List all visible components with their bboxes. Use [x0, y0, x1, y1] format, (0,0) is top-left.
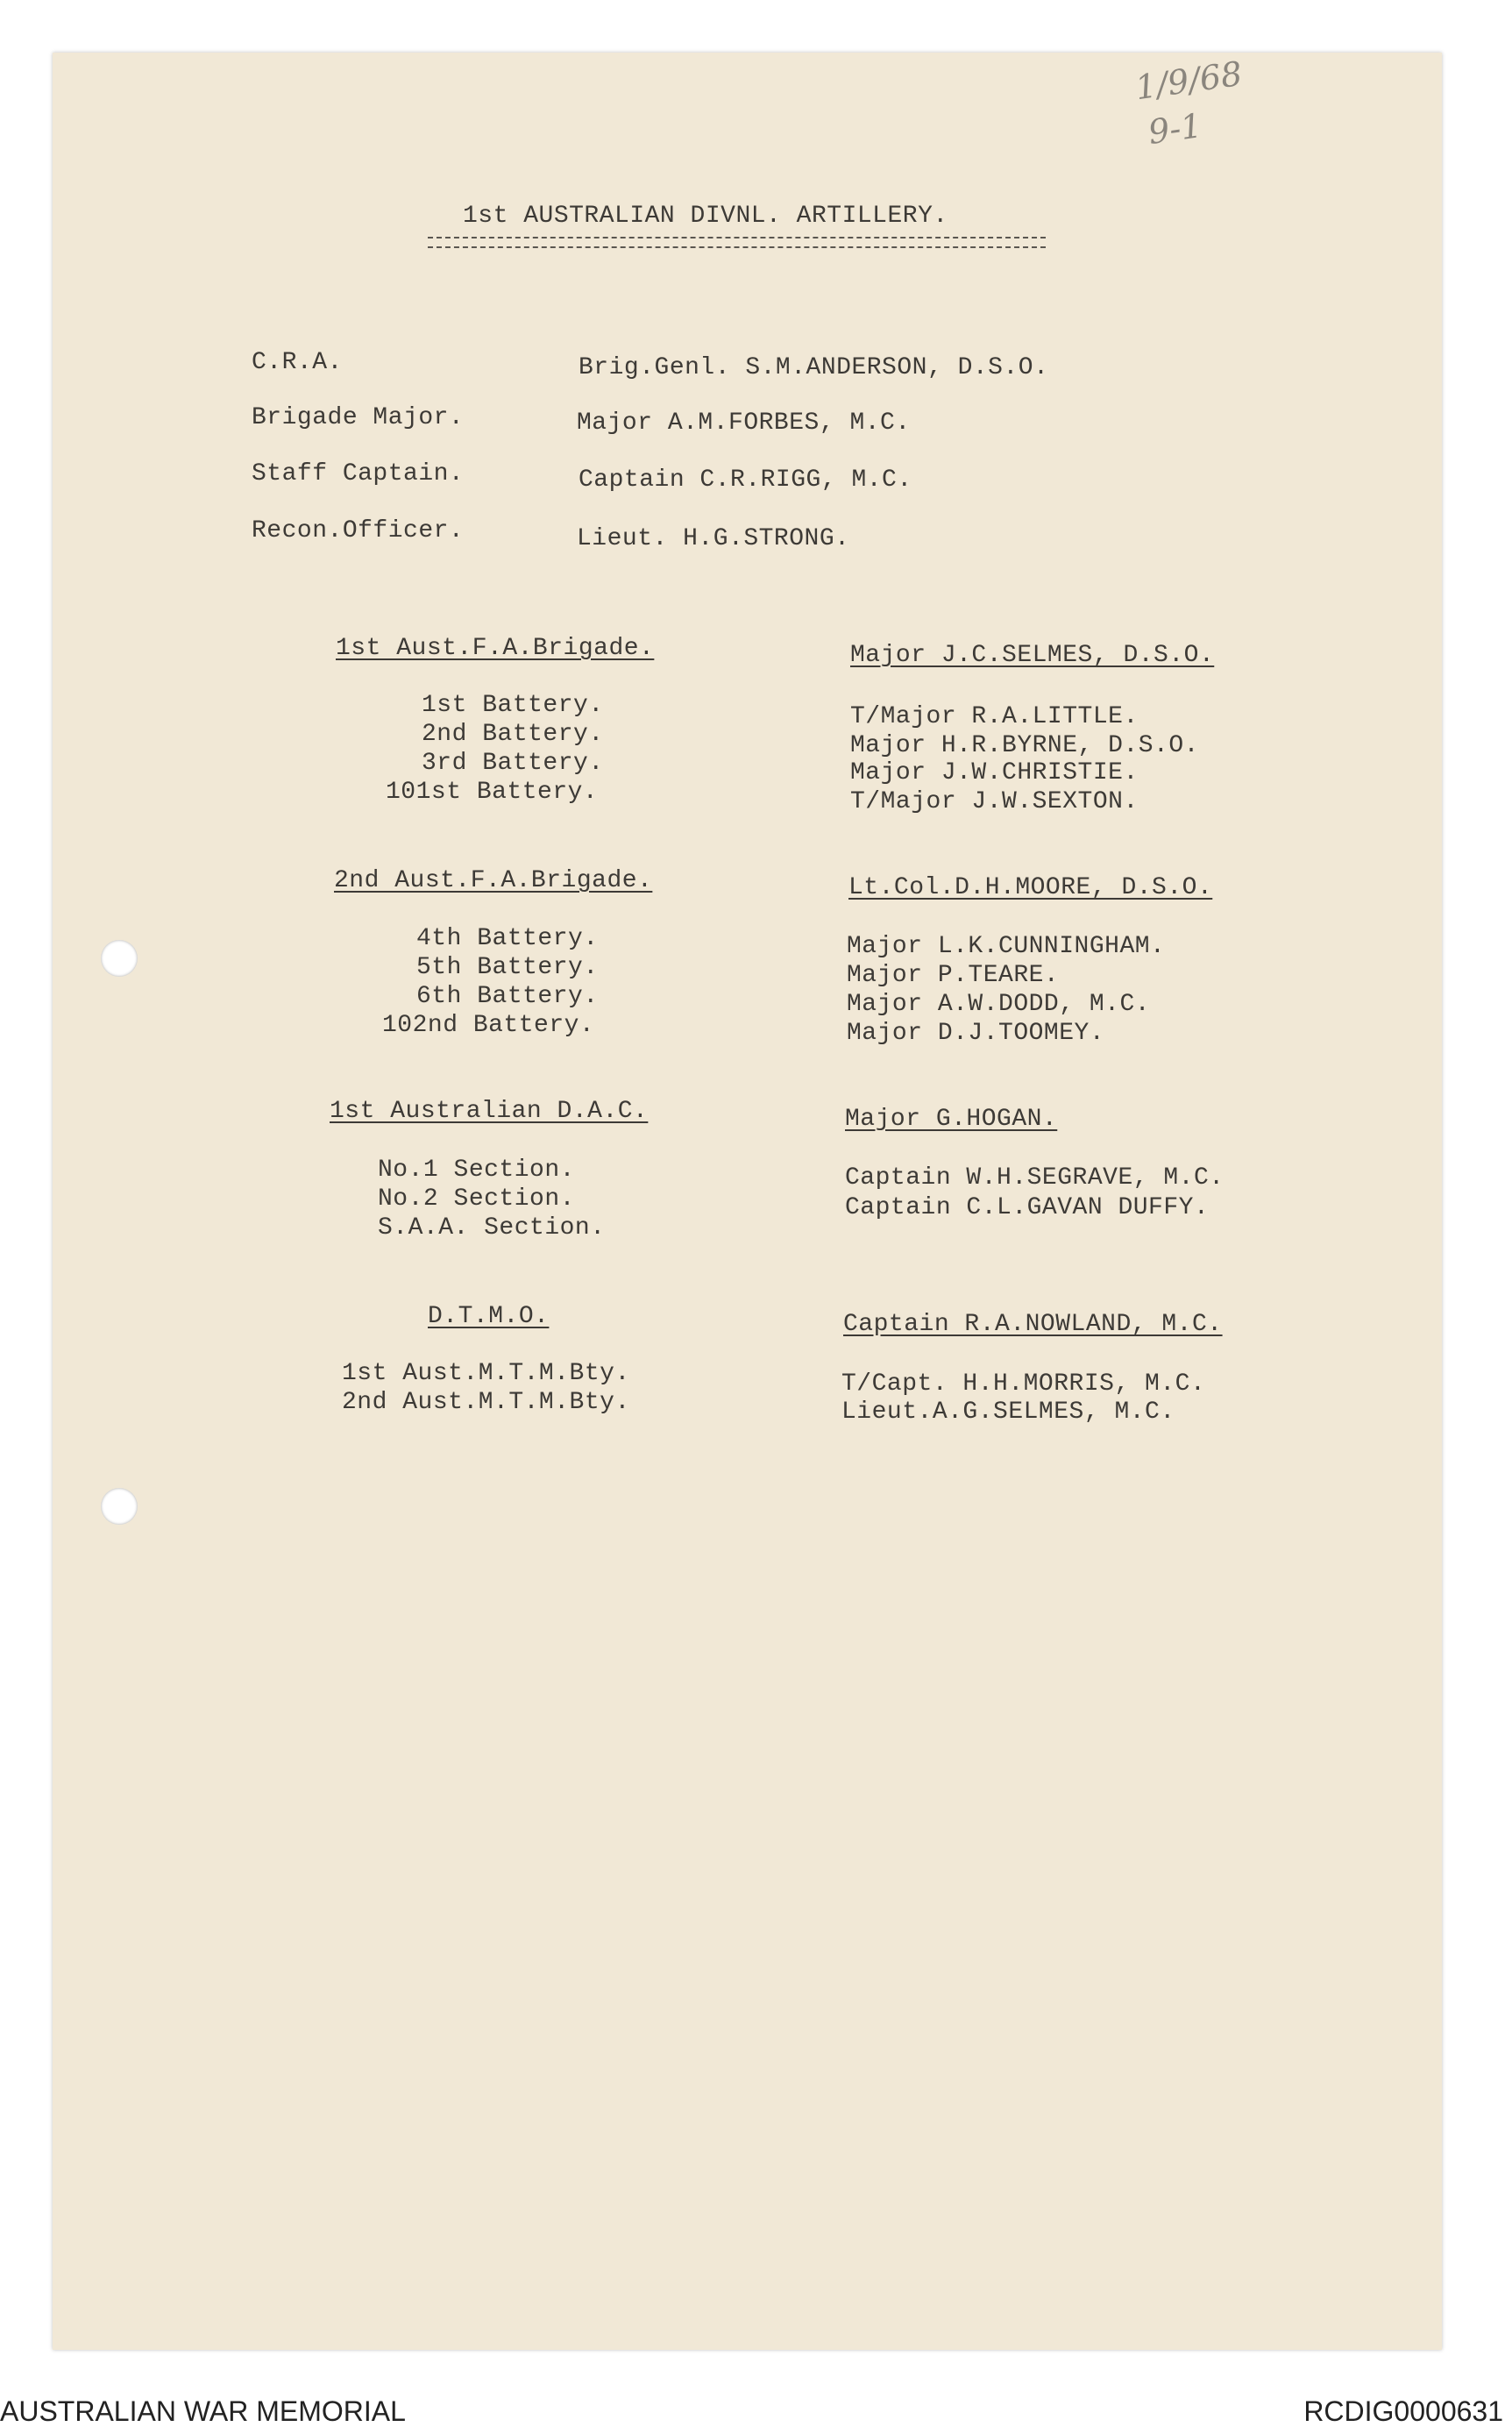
unit-heading: 2nd Aust.F.A.Brigade.: [334, 867, 653, 894]
staff-name: Lieut. H.G.STRONG.: [577, 525, 850, 552]
subunit: 4th Battery.: [416, 925, 599, 952]
unit-commander: Lt.Col.D.H.MOORE, D.S.O.: [848, 874, 1213, 901]
subunit: 2nd Battery.: [422, 721, 604, 748]
subunit: 3rd Battery.: [422, 750, 604, 777]
subunit: 102nd Battery.: [382, 1012, 595, 1039]
subunit: 1st Aust.M.T.M.Bty.: [342, 1360, 630, 1387]
unit-commander: Major G.HOGAN.: [845, 1106, 1058, 1133]
title-double-rule: [428, 237, 1046, 248]
officer: T/Capt. H.H.MORRIS, M.C.: [841, 1370, 1206, 1398]
officer: Major P.TEARE.: [847, 962, 1060, 989]
officer: Major D.J.TOOMEY.: [847, 1020, 1105, 1047]
officer: T/Major R.A.LITTLE.: [850, 703, 1139, 730]
subunit: 101st Battery.: [386, 779, 599, 806]
document-title: 1st AUSTRALIAN DIVNL. ARTILLERY.: [463, 203, 948, 230]
subunit: S.A.A. Section.: [378, 1214, 606, 1242]
subunit: 1st Battery.: [422, 692, 604, 719]
officer: Major A.W.DODD, M.C.: [847, 991, 1151, 1018]
paper-sheet: [53, 53, 1442, 2350]
subunit: 5th Battery.: [416, 954, 599, 981]
unit-commander: Major J.C.SELMES, D.S.O.: [850, 642, 1215, 669]
punch-hole-top: [101, 940, 138, 977]
officer: Major H.R.BYRNE, D.S.O.: [850, 732, 1199, 759]
staff-name: Brig.Genl. S.M.ANDERSON, D.S.O.: [579, 354, 1049, 381]
officer: Major J.W.CHRISTIE.: [850, 759, 1139, 786]
officer: T/Major J.W.SEXTON.: [850, 788, 1139, 815]
subunit: No.1 Section.: [378, 1157, 575, 1184]
unit-heading: 1st Aust.F.A.Brigade.: [336, 635, 655, 662]
subunit: No.2 Section.: [378, 1185, 575, 1213]
unit-heading: 1st Australian D.A.C.: [330, 1098, 649, 1125]
staff-name: Captain C.R.RIGG, M.C.: [579, 466, 912, 494]
subunit: 6th Battery.: [416, 983, 599, 1010]
staff-role: C.R.A.: [252, 349, 343, 376]
footer-record-id: RCDIG0000631: [1303, 2395, 1503, 2427]
footer-archive-name: AUSTRALIAN WAR MEMORIAL: [0, 2395, 406, 2427]
officer: Captain W.H.SEGRAVE, M.C.: [845, 1164, 1225, 1192]
unit-commander: Captain R.A.NOWLAND, M.C.: [843, 1311, 1223, 1338]
officer: Captain C.L.GAVAN DUFFY.: [845, 1194, 1210, 1221]
officer: Lieut.A.G.SELMES, M.C.: [841, 1398, 1175, 1426]
staff-name: Major A.M.FORBES, M.C.: [577, 409, 911, 437]
subunit: 2nd Aust.M.T.M.Bty.: [342, 1389, 630, 1416]
handwritten-reference-1: 1/9/68: [1132, 53, 1245, 108]
handwritten-reference-2: 9-1: [1146, 105, 1204, 153]
staff-role: Recon.Officer.: [252, 517, 465, 544]
officer: Major L.K.CUNNINGHAM.: [847, 933, 1166, 960]
staff-role: Brigade Major.: [252, 404, 465, 431]
punch-hole-bottom: [101, 1488, 138, 1525]
staff-role: Staff Captain.: [252, 460, 465, 488]
unit-heading: D.T.M.O.: [428, 1303, 550, 1330]
